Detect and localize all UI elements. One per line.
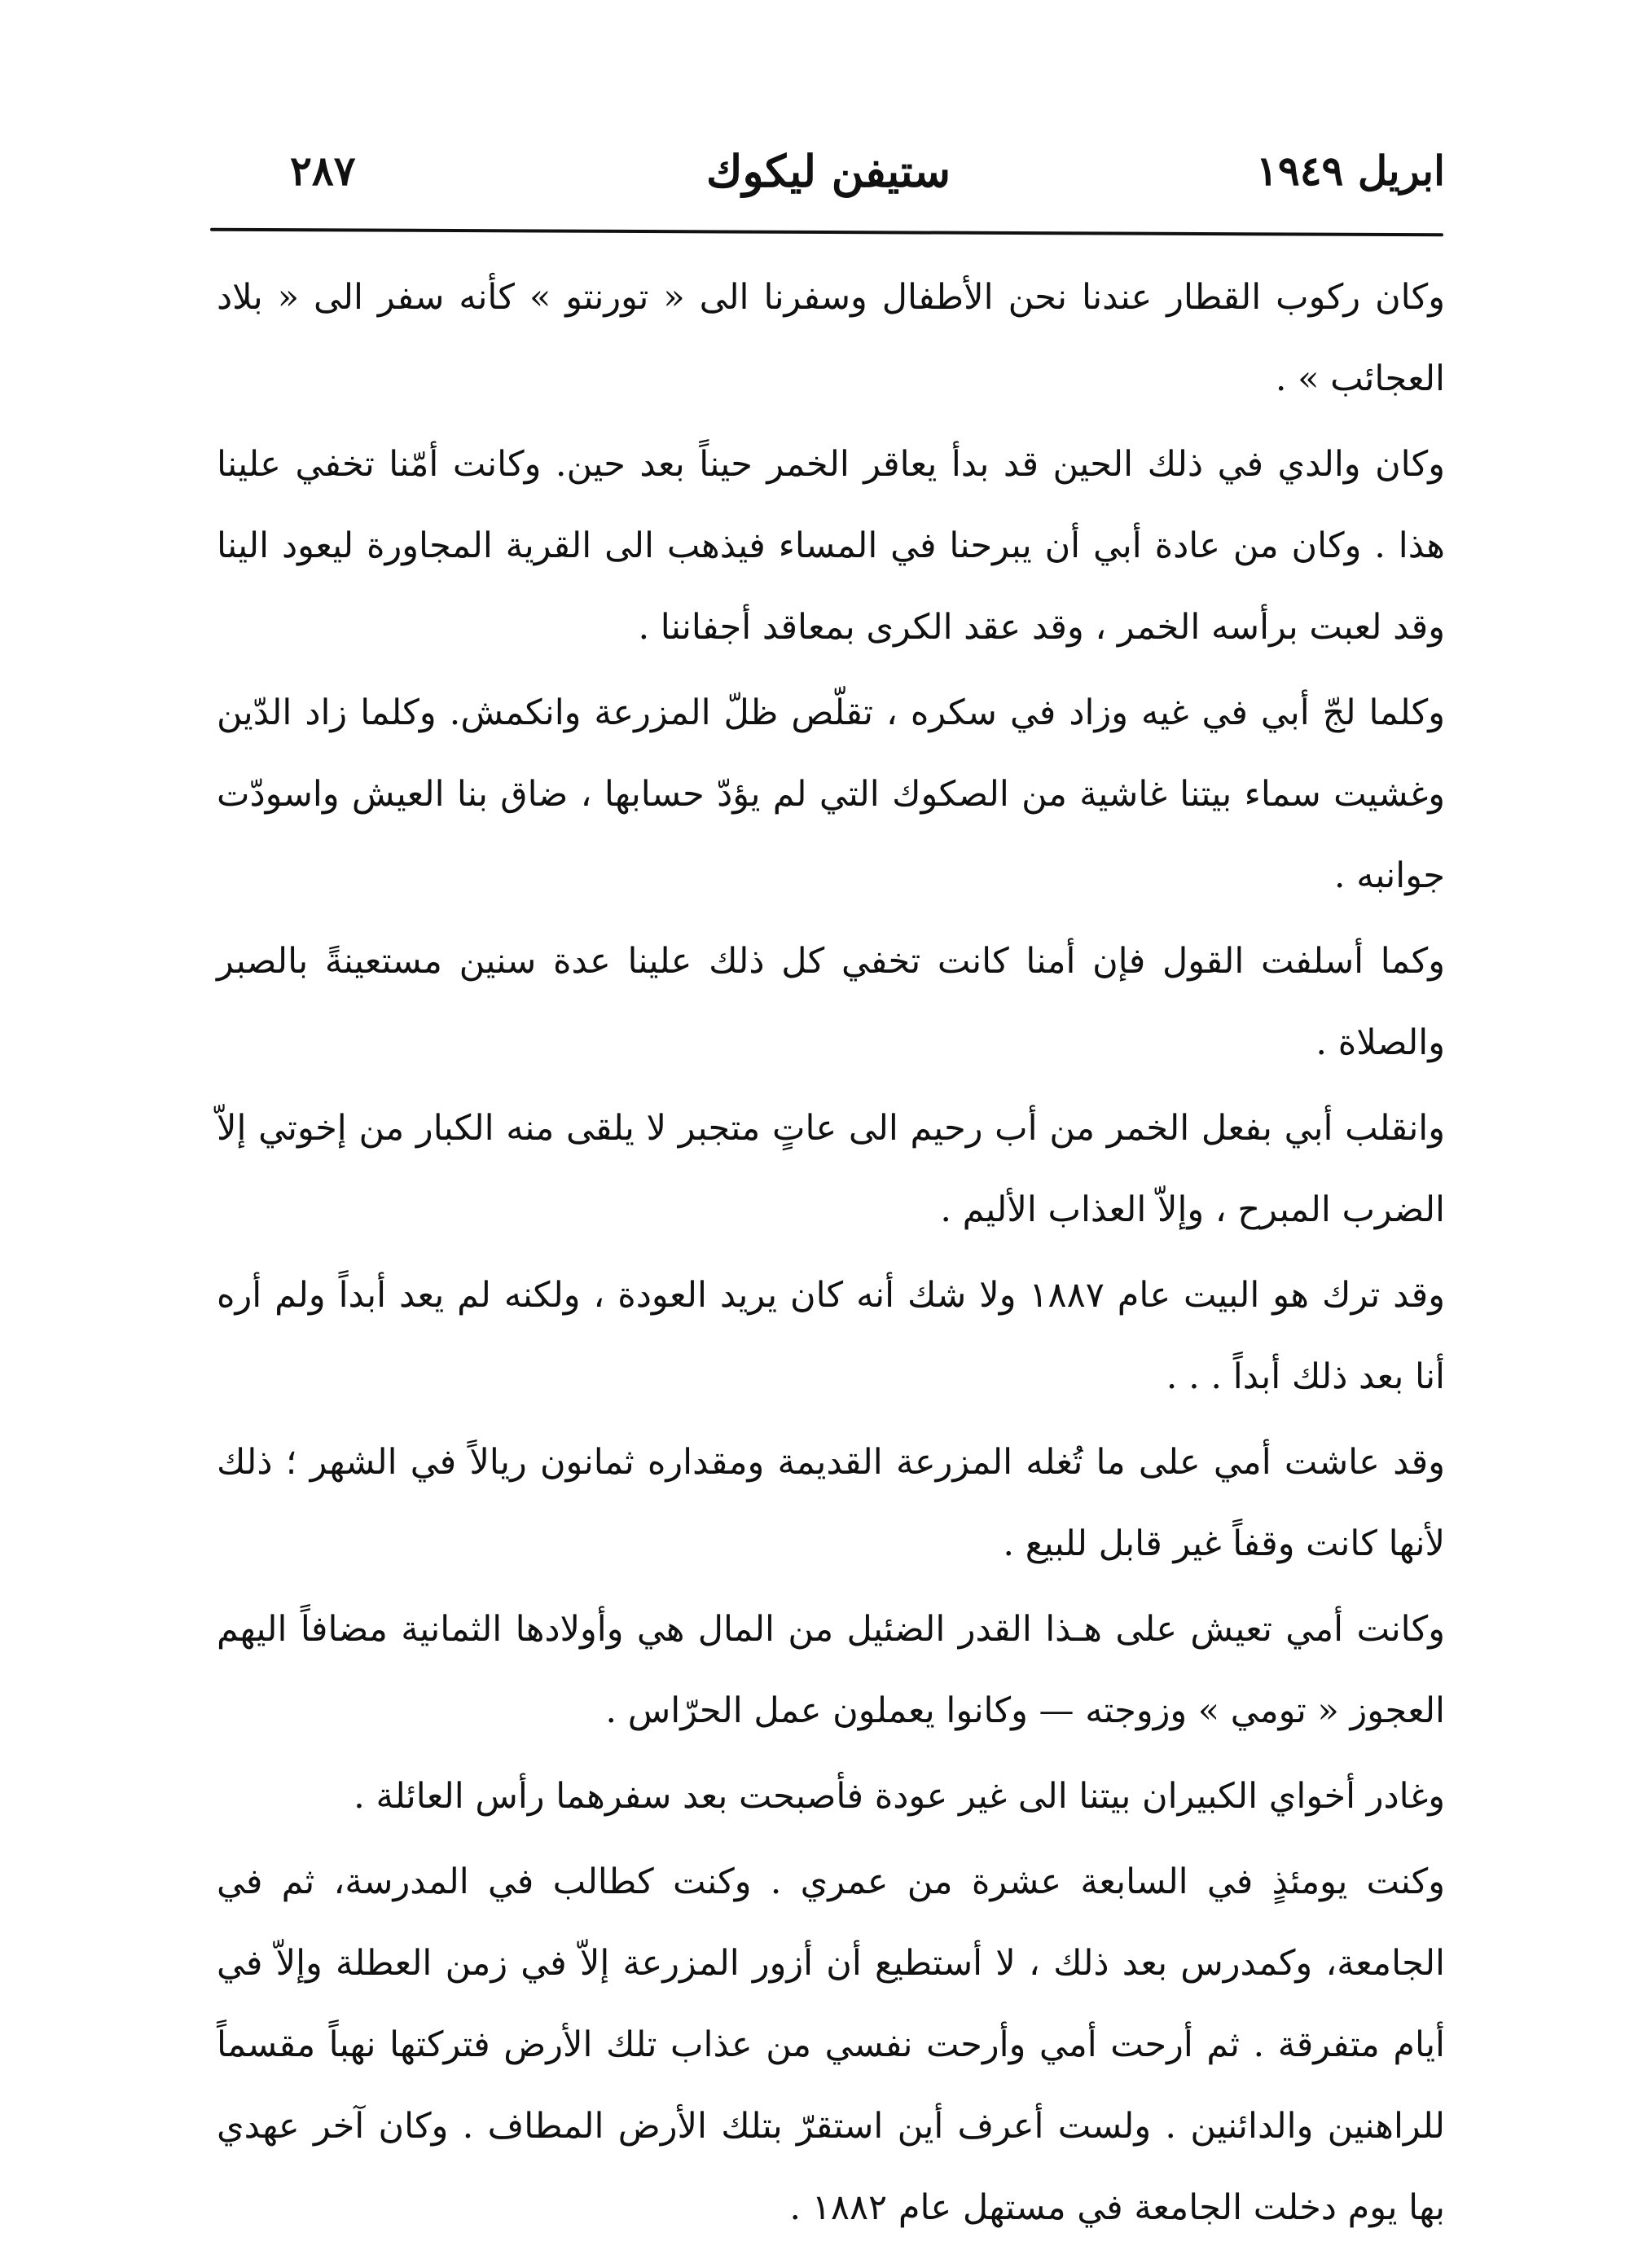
body-text: [217, 257, 1445, 2248]
paragraph: وكنت يومئذٍ في السابعة عشرة من عمري . وكنت كطالب في المدرسة، ثم في الجامعة، وكمدرس بعد ذلك ، لا أستطيع أن أزور المزرعة إلاّ في زمن العطلة وإلاّ في أيام متفرقة . ثم أرحت أمي وأرحت نفسي من عذاب تلك الأرض فتركتها نهباً مقسماً للراهنين والدائنين . ولست أعرف أين استقرّ بتلك الأرض المطاف . وكان آخر عهدي بها يوم دخلت الجامعة في مستهل عام ١٨٨٢ .: [217, 1861, 1445, 2228]
running-header: [212, 138, 1445, 204]
paragraph: وقد ترك هو البيت عام ١٨٨٧ ولا شك أنه كان يريد العودة ، ولكنه لم يعد أبداً ولم أره أنا بعد ذلك أبداً . . .: [217, 1275, 1445, 1397]
paragraph: وكان ركوب القطار عندنا نحن الأطفال وسفرنا الى « تورنتو » كأنه سفر الى « بلاد العجائب » .: [217, 277, 1445, 399]
paragraph: وغادر أخواي الكبيران بيتنا الى غير عودة فأصبحت بعد سفرهما رأس العائلة .: [354, 1776, 1445, 1817]
paragraph: وكلما لجّ أبي في غيه وزاد في سكره ، تقلّص ظلّ المزرعة وانكمش. وكلما زاد الدّين وغشيت سماء بيتنا غاشية من الصكوك التي لم يؤدّ حسابها ، ضاق بنا العيش واسودّت جوانبه .: [217, 692, 1445, 896]
paragraph: وانقلب أبي بفعل الخمر من أب رحيم الى عاتٍ متجبر لا يلقى منه الكبار من إخوتي إلاّ الضرب المبرح ، وإلاّ العذاب الأليم .: [217, 1108, 1445, 1230]
page-number: ٢٨٧: [290, 147, 356, 195]
paragraph: وكان والدي في ذلك الحين قد بدأ يعاقر الخمر حيناً بعد حين. وكانت أمّنا تخفي علينا هذا . وكان من عادة أبي أن يبرحنا في المساء فيذهب الى القرية المجاورة ليعود الينا وقد لعبت برأسه الخمر ، وقد عقد الكرى بمعاقد أجفاننا .: [217, 444, 1445, 648]
header-divider: [210, 228, 1443, 237]
paragraph: وقد عاشت أمي على ما تُغله المزرعة القديمة ومقداره ثمانون ريالاً في الشهر ؛ ذلك لأنها كانت وقفاً غير قابل للبيع .: [217, 1442, 1445, 1564]
paragraph: وكانت أمي تعيش على هـذا القدر الضئيل من المال هي وأولادها الثمانية مضافاً اليهم العجوز « تومي » وزوجته — وكانوا يعملون عمل الحرّاس .: [217, 1609, 1445, 1731]
header-date: ابريل ١٩٤٩: [1255, 147, 1445, 195]
header-title: ستيفن ليكوك: [705, 145, 951, 197]
paragraph: وكما أسلفت القول فإن أمنا كانت تخفي كل ذلك علينا عدة سنين مستعينةً بالصبر والصلاة .: [217, 941, 1445, 1063]
